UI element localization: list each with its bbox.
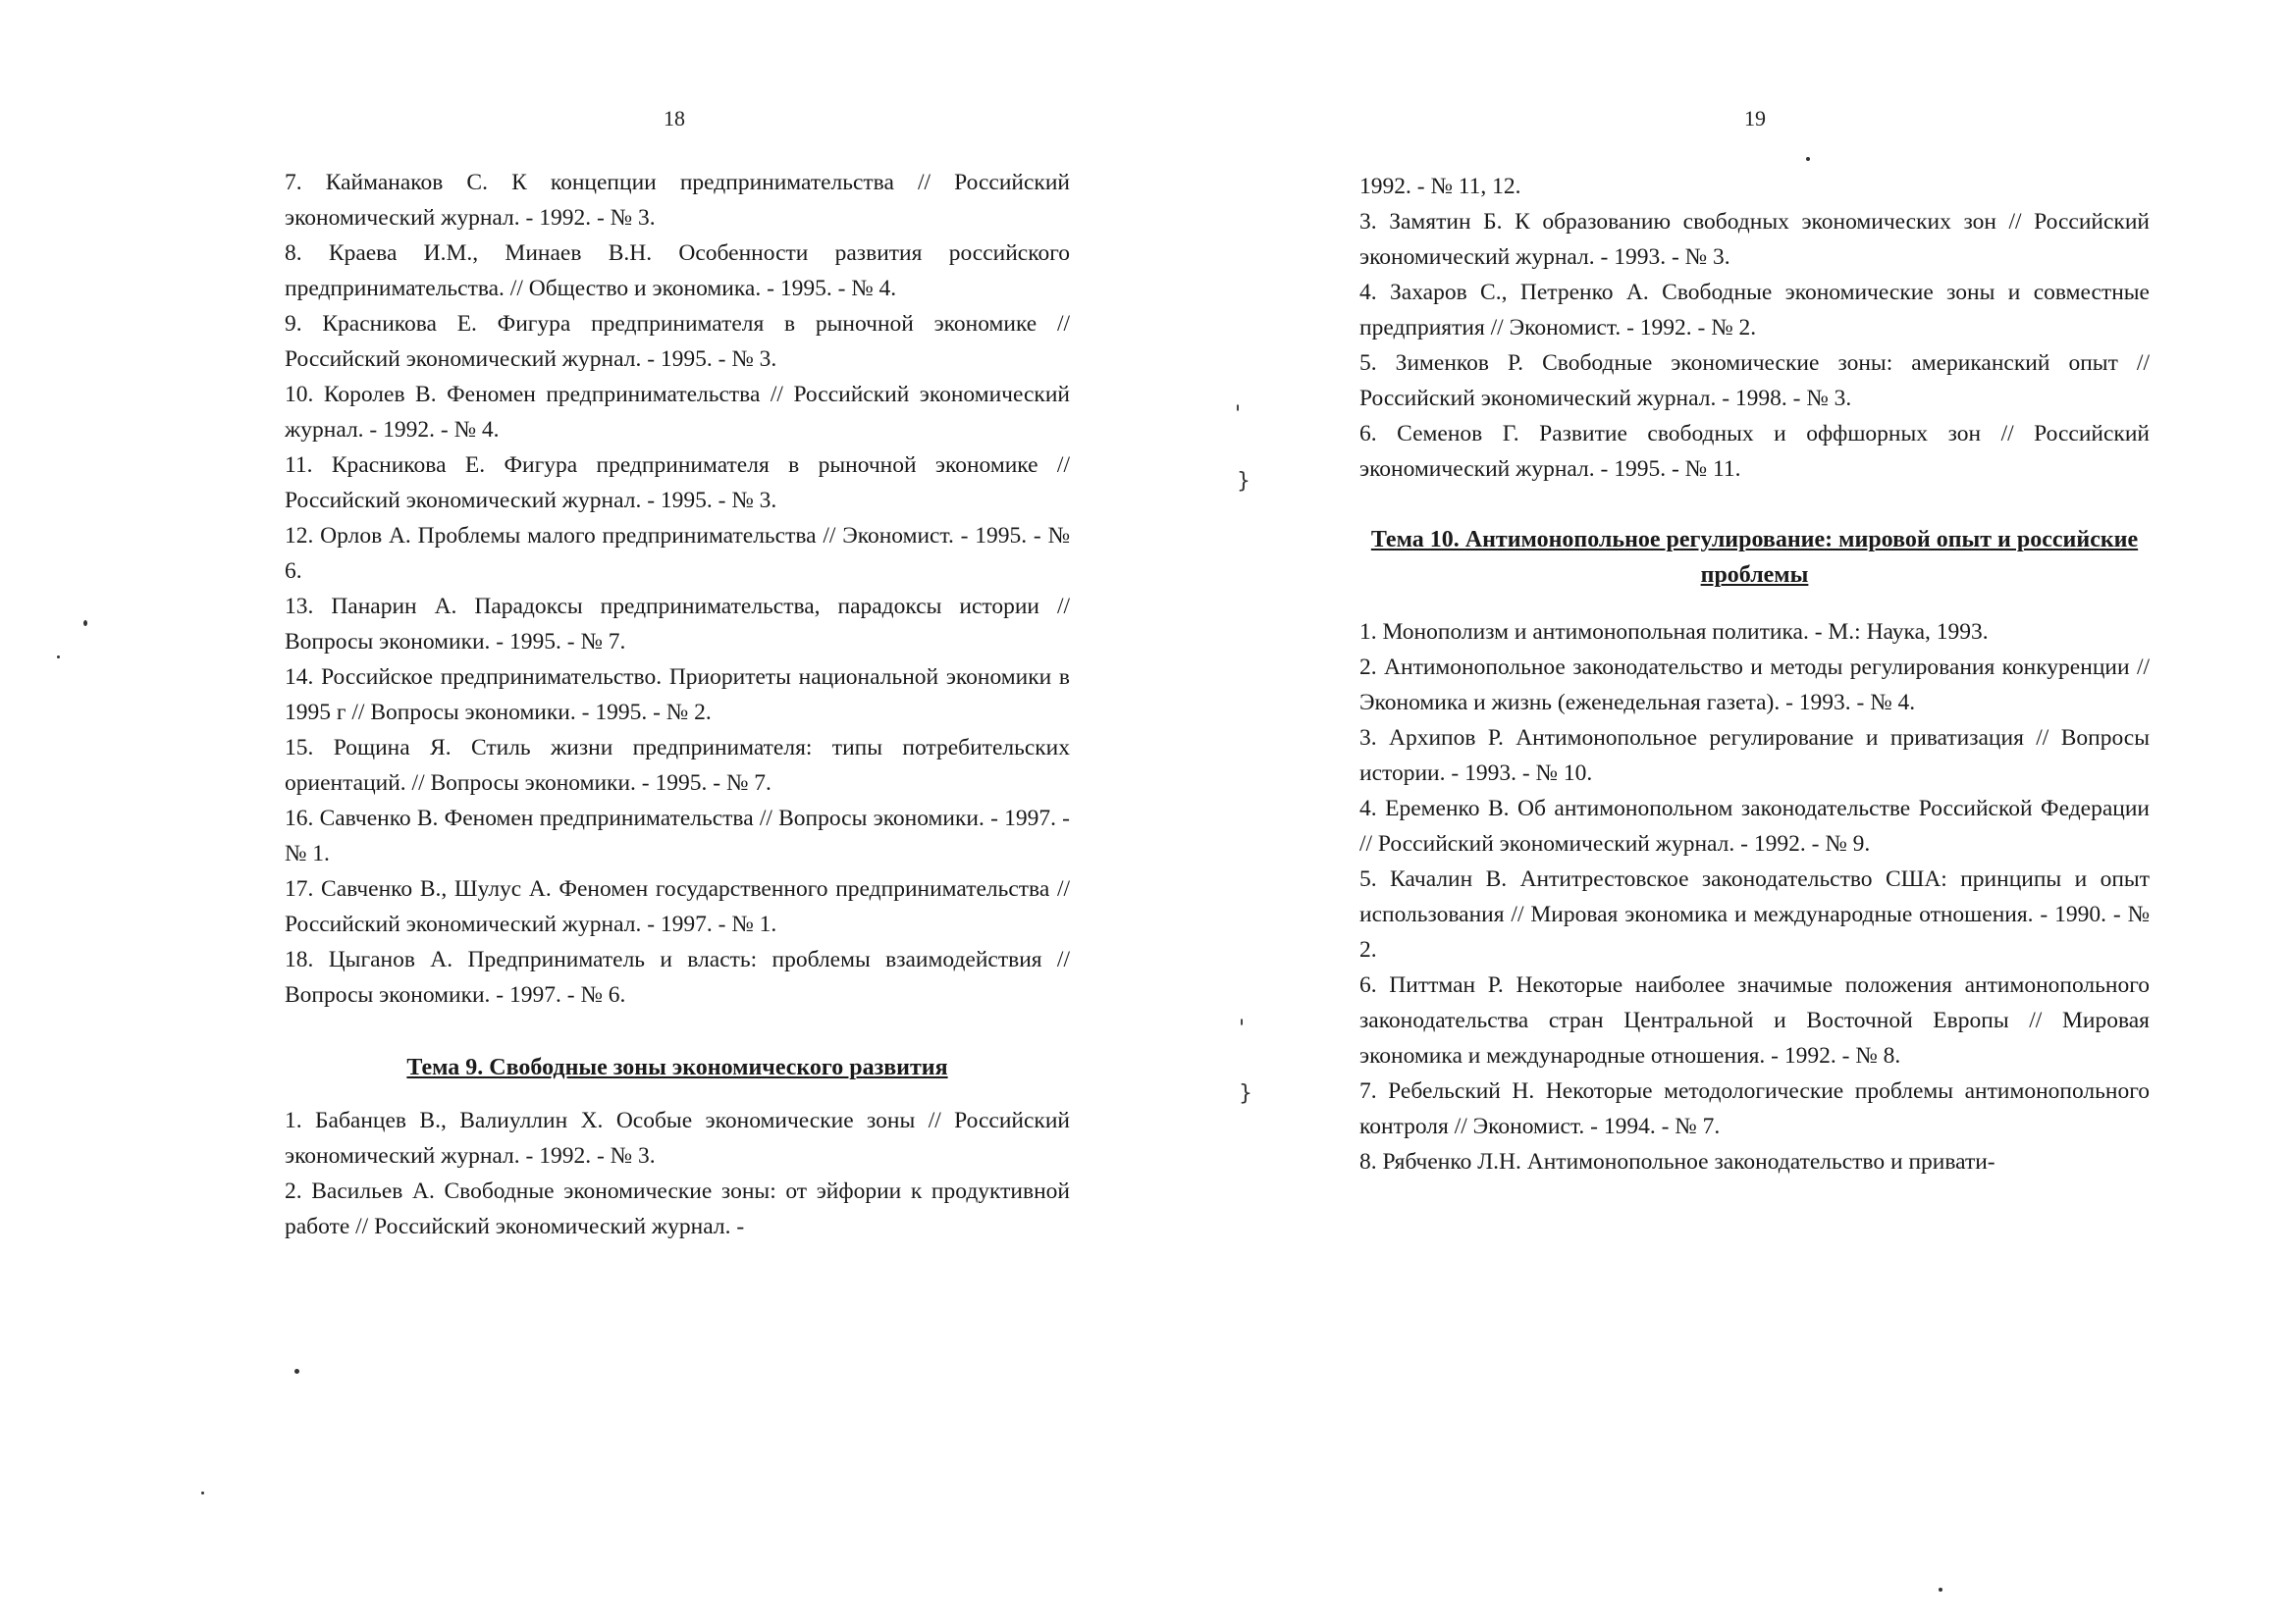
- scan-speck: [83, 620, 87, 626]
- page-number-left: 18: [664, 106, 685, 131]
- right-page-content: [1359, 169, 2150, 1179]
- bibliography-entry: 9. Красникова Е. Фигура предпринимателя в рыночной экономике // Российский экономический журнал. - 1995. - № 3.: [285, 311, 1070, 372]
- scan-speck: [1806, 157, 1810, 161]
- gutter-mark: ': [1239, 1017, 1246, 1041]
- bibliography-entry: 18. Цыганов А. Предприниматель и власть: проблемы взаимодействия // Вопросы экономики. - 1997. - № 6.: [285, 947, 1070, 1008]
- bibliography-entry: 17. Савченко В., Шулус А. Феномен государственного предпринимательства // Российский экономический журнал. - 1997. - № 1.: [285, 876, 1070, 937]
- bibliography-entry: 3. Замятин Б. К образованию свободных экономических зон // Российский экономический журнал. - 1993. - № 3.: [1359, 209, 2150, 270]
- left-bibliography-list: [285, 165, 1070, 1013]
- bibliography-entry: 4. Еременко В. Об антимонопольном законодательстве Российской Федерации // Российский экономический журнал. - 1992. - № 9.: [1359, 796, 2150, 857]
- bibliography-entry: 2. Антимонопольное законодательство и методы регулирования конкуренции // Экономика и жизнь (еженедельная газета). - 1993. - № 4.: [1359, 655, 2150, 715]
- gutter-mark: }: [1237, 469, 1250, 494]
- bibliography-entry: 2. Васильев А. Свободные экономические зоны: от эйфории к продуктивной работе // Российский экономический журнал. -: [285, 1179, 1070, 1239]
- bibliography-entry: 1992. - № 11, 12.: [1359, 174, 1521, 199]
- right-bibliography-list: [1359, 169, 2150, 487]
- bibliography-entry: 7. Ребельский Н. Некоторые методологические проблемы антимонопольного контроля // Экономист. - 1994. - № 7.: [1359, 1078, 2150, 1139]
- bibliography-entry: 1. Бабанцев В., Валиуллин Х. Особые экономические зоны // Российский экономический журнал. - 1992. - № 3.: [285, 1108, 1070, 1169]
- bibliography-entry: 6. Семенов Г. Развитие свободных и оффшорных зон // Российский экономический журнал. - 1995. - № 11.: [1359, 421, 2150, 482]
- bibliography-entry: 16. Савченко В. Феномен предпринимательства // Вопросы экономики. - 1997. - № 1.: [285, 806, 1070, 866]
- bibliography-entry: 6. Питтман Р. Некоторые наиболее значимые положения антимонопольного законодательства стран Центральной и Восточной Европы // Мировая экономика и международные отношения. - 1992. - № 8.: [1359, 972, 2150, 1069]
- bibliography-entry: 8. Краева И.М., Минаев В.Н. Особенности развития российского предпринимательства. // Общество и экономика. - 1995. - № 4.: [285, 240, 1070, 301]
- scan-speck: [1939, 1588, 1942, 1592]
- bibliography-entry: 14. Российское предпринимательство. Приоритеты национальной экономики в 1995 г // Вопросы экономики. - 1995. - № 2.: [285, 664, 1070, 725]
- scan-speck: [57, 655, 60, 658]
- bibliography-entry: 11. Красникова Е. Фигура предпринимателя в рыночной экономике // Российский экономический журнал. - 1995. - № 3.: [285, 452, 1070, 513]
- scan-speck: [201, 1492, 204, 1494]
- bibliography-entry: 12. Орлов А. Проблемы малого предпринимательства // Экономист. - 1995. - № 6.: [285, 523, 1070, 584]
- right-page: [1144, 0, 2287, 1624]
- scan-speck: [294, 1369, 299, 1374]
- bibliography-entry: 8. Рябченко Л.Н. Антимонопольное законодательство и привати-: [1359, 1149, 1995, 1175]
- bibliography-entry: 5. Качалин В. Антитрестовское законодательство США: принципы и опыт использования // Мировая экономика и международные отношения. - 1990. - № 2.: [1359, 866, 2150, 963]
- section-title-topic-9: Тема 9. Свободные зоны экономического развития: [406, 1055, 948, 1080]
- bibliography-entry: 3. Архипов Р. Антимонопольное регулирование и приватизация // Вопросы истории. - 1993. - № 10.: [1359, 725, 2150, 786]
- section-title-topic-10: Тема 10. Антимонопольное регулирование: мировой опыт и российские проблемы: [1370, 527, 2139, 588]
- bibliography-entry: 13. Панарин А. Парадоксы предпринимательства, парадоксы истории // Вопросы экономики. - 1995. - № 7.: [285, 594, 1070, 655]
- bibliography-entry: 1. Монополизм и антимонопольная политика. - М.: Наука, 1993.: [1359, 619, 1989, 645]
- topic-10-bibliography-list: [1359, 614, 2150, 1179]
- gutter-mark: }: [1239, 1081, 1252, 1106]
- left-page-content: [285, 165, 1070, 1244]
- bibliography-entry: 4. Захаров С., Петренко А. Свободные экономические зоны и совместные предприятия // Экономист. - 1992. - № 2.: [1359, 280, 2150, 341]
- gutter-mark: ': [1235, 402, 1242, 427]
- topic-9-bibliography-list: [285, 1103, 1070, 1244]
- bibliography-entry: 7. Кайманаков С. К концепции предпринимательства // Российский экономический журнал. - 1992. - № 3.: [285, 170, 1070, 231]
- bibliography-entry: 15. Рощина Я. Стиль жизни предпринимателя: типы потребительских ориентаций. // Вопросы экономики. - 1995. - № 7.: [285, 735, 1070, 796]
- page-number-right: 19: [1744, 106, 1766, 131]
- bibliography-entry: 10. Королев В. Феномен предпринимательства // Российский экономический журнал. - 1992. - № 4.: [285, 382, 1070, 443]
- bibliography-entry: 5. Зименков Р. Свободные экономические зоны: американский опыт // Российский экономический журнал. - 1998. - № 3.: [1359, 350, 2150, 411]
